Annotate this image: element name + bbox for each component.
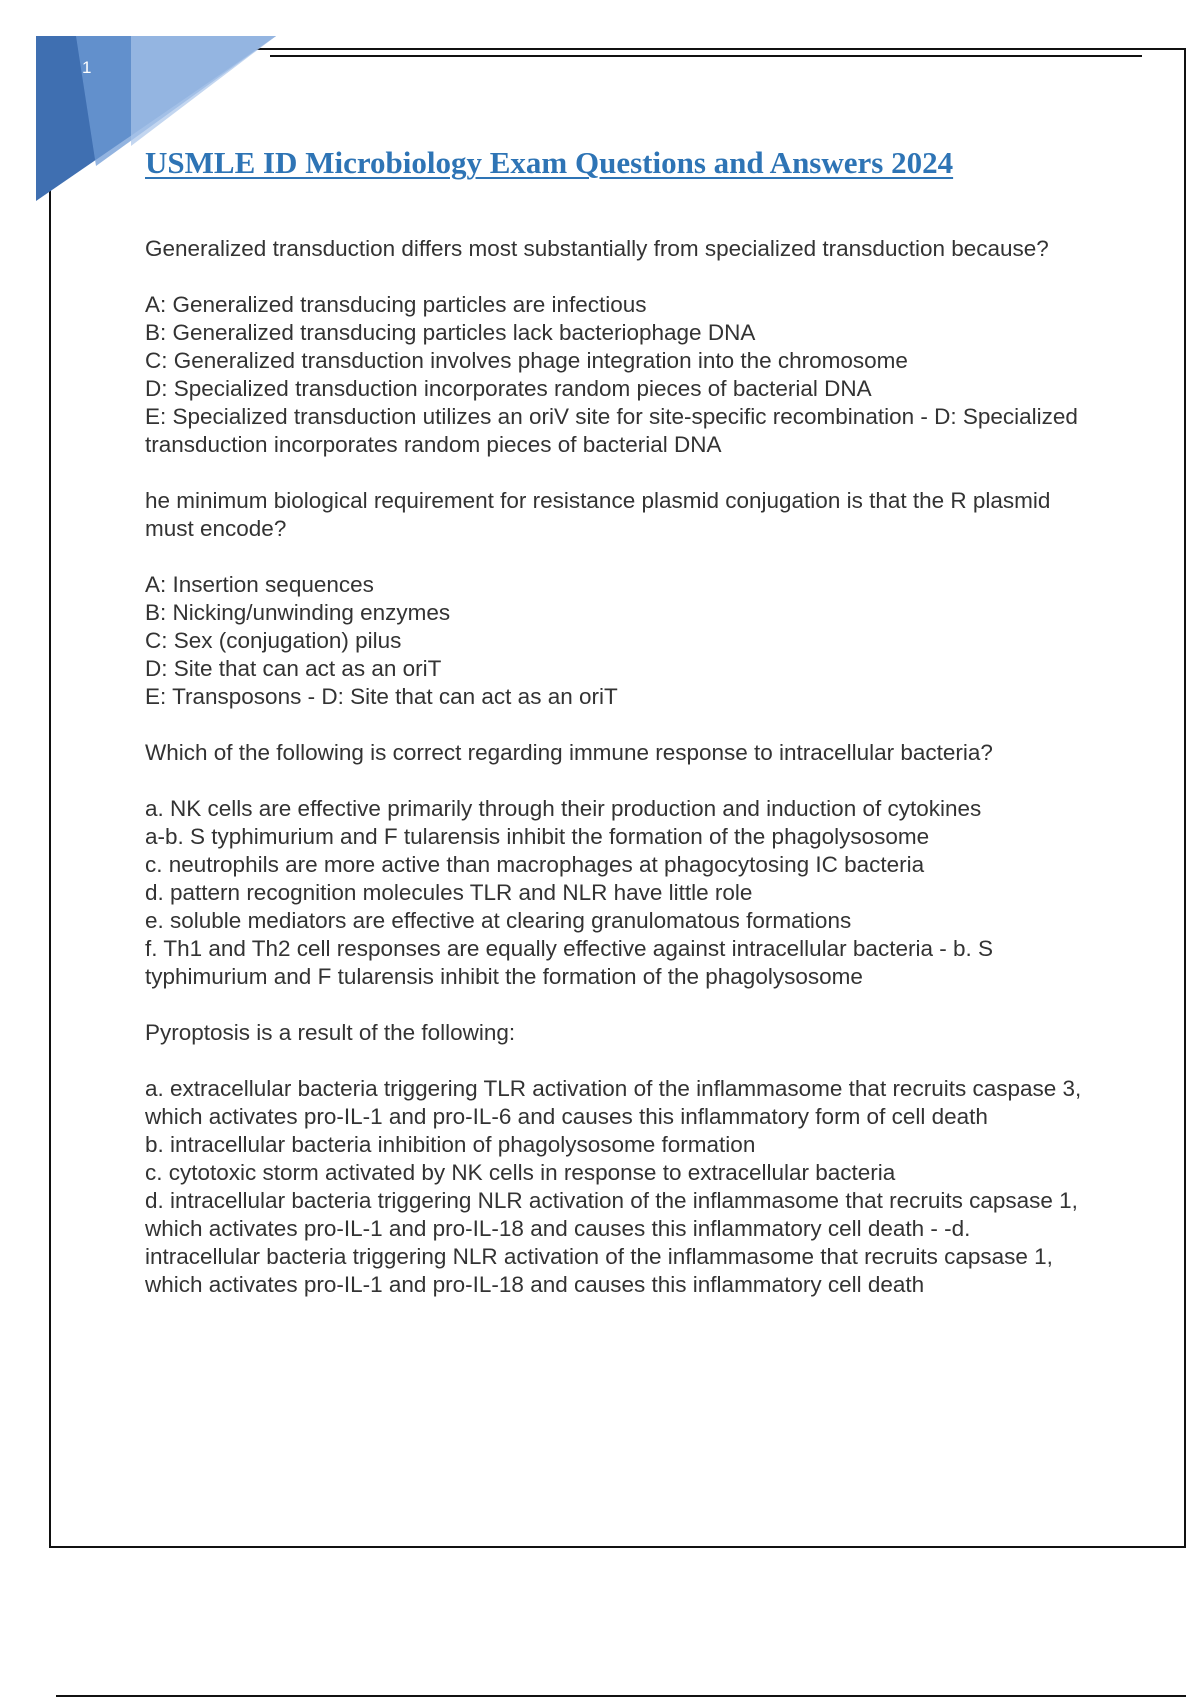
document-body — [145, 235, 1090, 1327]
question-block — [145, 739, 1090, 991]
answer-option: a-b. S typhimurium and F tularensis inhibit the formation of the phagolysosome — [145, 824, 930, 849]
answer-options — [145, 1075, 1090, 1299]
answer-option: d. intracellular bacteria triggering NLR activation of the inflammasome that recruits capsase 1, which activates pro-IL-1 and pro-IL-18 and causes this inflammatory cell death - -d. intracellular bacteria triggering NLR activation of the inflammasome that recruits capsase 1, which activates pro-IL-1 and pro-IL-18 and causes this inflammatory cell death — [145, 1188, 1078, 1297]
header-rule — [270, 55, 1142, 57]
answer-option: d. pattern recognition molecules TLR and NLR have little role — [145, 880, 753, 905]
answer-options — [145, 291, 1090, 459]
question-text: he minimum biological requirement for resistance plasmid conjugation is that the R plasmid must encode? — [145, 488, 1051, 541]
answer-options — [145, 795, 1090, 991]
question-text: Generalized transduction differs most substantially from specialized transduction because? — [145, 236, 1049, 261]
answer-option: A: Generalized transducing particles are infectious — [145, 292, 647, 317]
answer-option: B: Nicking/unwinding enzymes — [145, 600, 451, 625]
document-title: USMLE ID Microbiology Exam Questions and Answers 2024 — [145, 145, 954, 180]
answer-option: B: Generalized transducing particles lack bacteriophage DNA — [145, 320, 756, 345]
corner-triangle-light — [131, 36, 276, 146]
answer-option: E: Transposons - D: Site that can act as an oriT — [145, 684, 618, 709]
answer-option: D: Site that can act as an oriT — [145, 656, 442, 681]
answer-option: c. cytotoxic storm activated by NK cells in response to extracellular bacteria — [145, 1160, 896, 1185]
answer-option: f. Th1 and Th2 cell responses are equally effective against intracellular bacteria - b. S typhimurium and F tularensis inhibit the formation of the phagolysosome — [145, 936, 993, 989]
answer-option: A: Insertion sequences — [145, 572, 374, 597]
answer-option: C: Sex (conjugation) pilus — [145, 628, 402, 653]
answer-option: E: Specialized transduction utilizes an oriV site for site-specific recombination - D: Specialized transduction incorporates random pieces of bacterial DNA — [145, 404, 1078, 457]
answer-option: b. intracellular bacteria inhibition of phagolysosome formation — [145, 1132, 756, 1157]
answer-option: C: Generalized transduction involves phage integration into the chromosome — [145, 348, 908, 373]
answer-options — [145, 571, 1090, 711]
page-number: 1 — [82, 58, 92, 77]
question-text: Which of the following is correct regarding immune response to intracellular bacteria? — [145, 740, 993, 765]
question-block — [145, 1019, 1090, 1299]
answer-option: e. soluble mediators are effective at clearing granulomatous formations — [145, 908, 852, 933]
question-block — [145, 235, 1090, 459]
footer-rule — [56, 1695, 1186, 1697]
answer-option: D: Specialized transduction incorporates random pieces of bacterial DNA — [145, 376, 872, 401]
answer-option: c. neutrophils are more active than macrophages at phagocytosing IC bacteria — [145, 852, 925, 877]
answer-option: a. extracellular bacteria triggering TLR activation of the inflammasome that recruits caspase 3, which activates pro-IL-1 and pro-IL-6 and causes this inflammatory form of cell death — [145, 1076, 1082, 1129]
question-text: Pyroptosis is a result of the following: — [145, 1020, 516, 1045]
question-block — [145, 487, 1090, 711]
answer-option: a. NK cells are effective primarily through their production and induction of cytokines — [145, 796, 982, 821]
